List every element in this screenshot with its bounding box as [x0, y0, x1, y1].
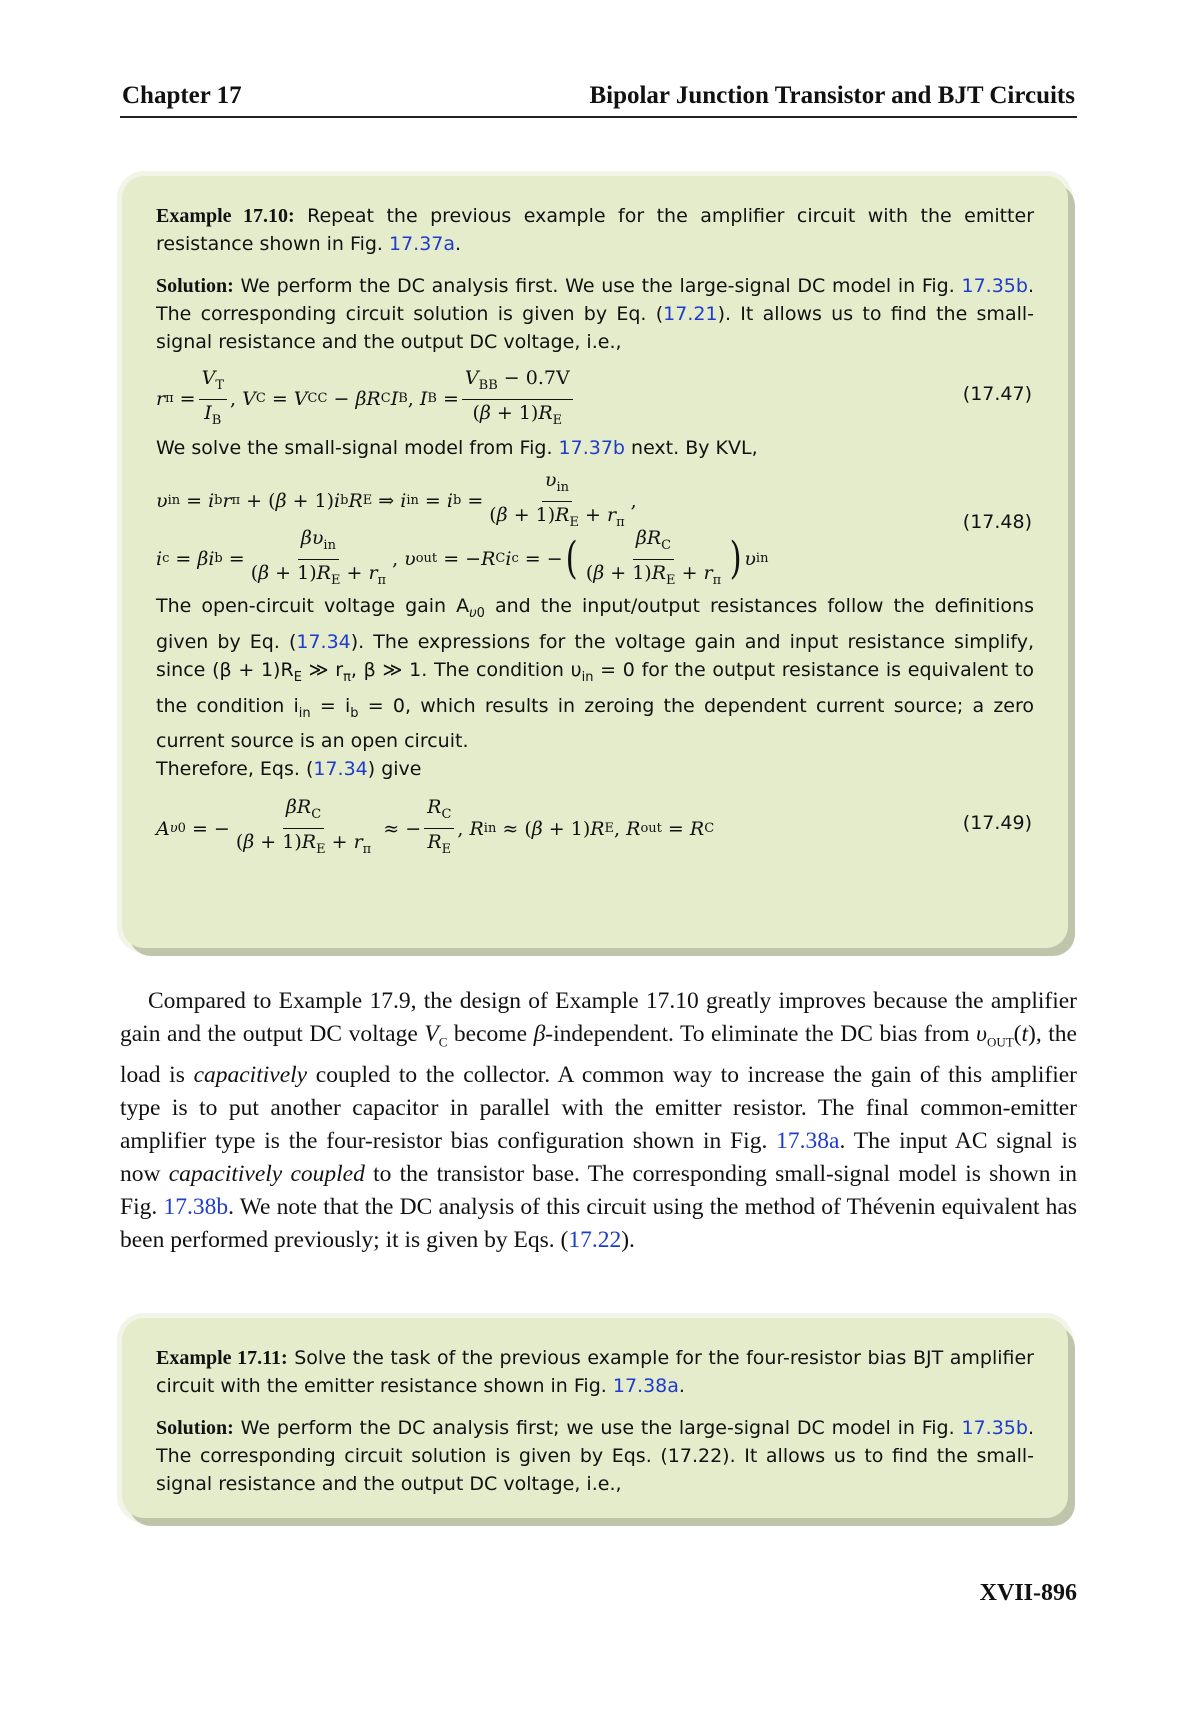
figure-link[interactable]: 17.38a [612, 1375, 679, 1397]
equation-number: (17.49) [962, 812, 1032, 835]
example-task: Example 17.10: Repeat the previous example for the amplifier circuit with the emitter resistance shown in Fig. 17.37a. [156, 205, 1035, 255]
figure-link[interactable]: 17.35b [961, 275, 1028, 297]
example-task: Example 17.11: Solve the task of the previous example for the four-resistor bias BJT amplifier circuit with the emitter resistance shown in Fig. 17.38a. [156, 1347, 1034, 1397]
equation-number: (17.48) [962, 511, 1032, 533]
equation-17-48: υ in = i b r π + ( β + 1) i b R E ⇒ i in = i b = $\frac{\upsilon_{in}}{(\beta + 1)R_E + r_\pi}$ , i c = βi b = $\frac{\beta\upsilon_{in}}{(\beta + 1)R_E + r_\pi}$ , υ out = − R C i c = − ( $\frac{\beta R_C}{(\beta + 1)R_E + r_\pi}$ ) υ in (17.48) [156, 469, 1032, 588]
solution-label: Solution: [156, 275, 234, 297]
equation-link[interactable]: 17.22 [568, 1226, 622, 1253]
solution-paragraph: Solution: We perform the DC analysis first. We use the large-signal DC model in Fig. 17.35b. The corresponding circuit solution is given by Eq. (17.21). It allows us to find the small-signal resistance and the output DC voltage, i.e., [156, 275, 1035, 353]
figure-link[interactable]: 17.37a [388, 233, 456, 255]
equation-link[interactable]: 17.34 [296, 630, 351, 653]
figure-link[interactable]: 17.35b [961, 1417, 1028, 1439]
figure-link[interactable]: 17.38b [163, 1193, 229, 1220]
running-header [120, 82, 1077, 118]
example-box-17-10 [122, 176, 1068, 948]
equation-link[interactable]: 17.21 [663, 303, 718, 325]
equation-17-49: A υ0 = − $\frac{\beta R_C}{(\beta + 1)R_E + r_\pi}$ ≈ − $\frac{R_C}{R_E}$ , R in ≈ ( β + 1) R E , R out = R C (17.49) [156, 796, 1032, 857]
figure-link[interactable]: 17.38a [776, 1127, 840, 1154]
equation-number: (17.47) [962, 383, 1032, 405]
example-box-17-11 [122, 1318, 1068, 1518]
therefore-line: Therefore, Eqs. (17.34) give [156, 758, 422, 781]
kvl-paragraph: We solve the small-signal model from Fig. 17.37b next. By KVL, [156, 437, 758, 459]
example-label: Example 17.11: [156, 1347, 288, 1369]
page-number: XVII-896 [979, 1580, 1077, 1606]
gain-paragraph: The open-circuit voltage gain $A_{\upsilon 0}$ and the input/output resistances follow the definitions given by Eq. (17.34). The expressions for the voltage gain and input resistance simplify, since $(\beta + 1)R_E$ ≫ $r_\pi$, β ≫ 1. The condition $\upsilon_{in} = 0$ for the output resistance is equivalent to the condition $i_{in} = i_b = 0$, which results in zeroing the dependent current source; a zero current source is an open circuit. [156, 595, 1035, 753]
chapter-label: Chapter 17 [122, 82, 242, 109]
equation-link[interactable]: 17.34 [313, 758, 368, 781]
body-paragraph: Compared to Example 17.9, the design of Example 17.10 greatly improves because the amplifier gain and the output DC voltage $V_C$ become β-independent. To eliminate the DC bias from $\upsilon_{OUT}(t)$, the load is capacitively coupled to the collector. A common way to increase the gain of this amplifier type is to put another capacitor in parallel with the emitter resistor. The final common-emitter amplifier type is the four-resistor bias configuration shown in Fig. 17.38a. The input AC signal is now capacitively coupled to the transistor base. The corresponding small-signal model is shown in Fig. 17.38b. We note that the DC analysis of this circuit using the method of Thévenin equivalent has been performed previously; it is given by Eqs. (17.22). [120, 988, 1078, 1253]
solution-label: Solution: [156, 1417, 234, 1439]
chapter-title: Bipolar Junction Transistor and BJT Circuits [589, 82, 1075, 109]
solution-paragraph: Solution: We perform the DC analysis first; we use the large-signal DC model in Fig. 17.35b. The corresponding circuit solution is given by Eqs. (17.22). It allows us to find the small-signal resistance and the output DC voltage, i.e., [156, 1417, 1034, 1495]
equation-17-47: r π = $\frac{V_T}{I_B}$ , V C = V CC − βR C I B , I B = $\frac{V_{BB} - 0.7V}{(\beta + 1)R_E}$ (17.47) [156, 367, 1032, 428]
figure-link[interactable]: 17.37b [558, 437, 625, 459]
example-label: Example 17.10: [156, 205, 295, 227]
